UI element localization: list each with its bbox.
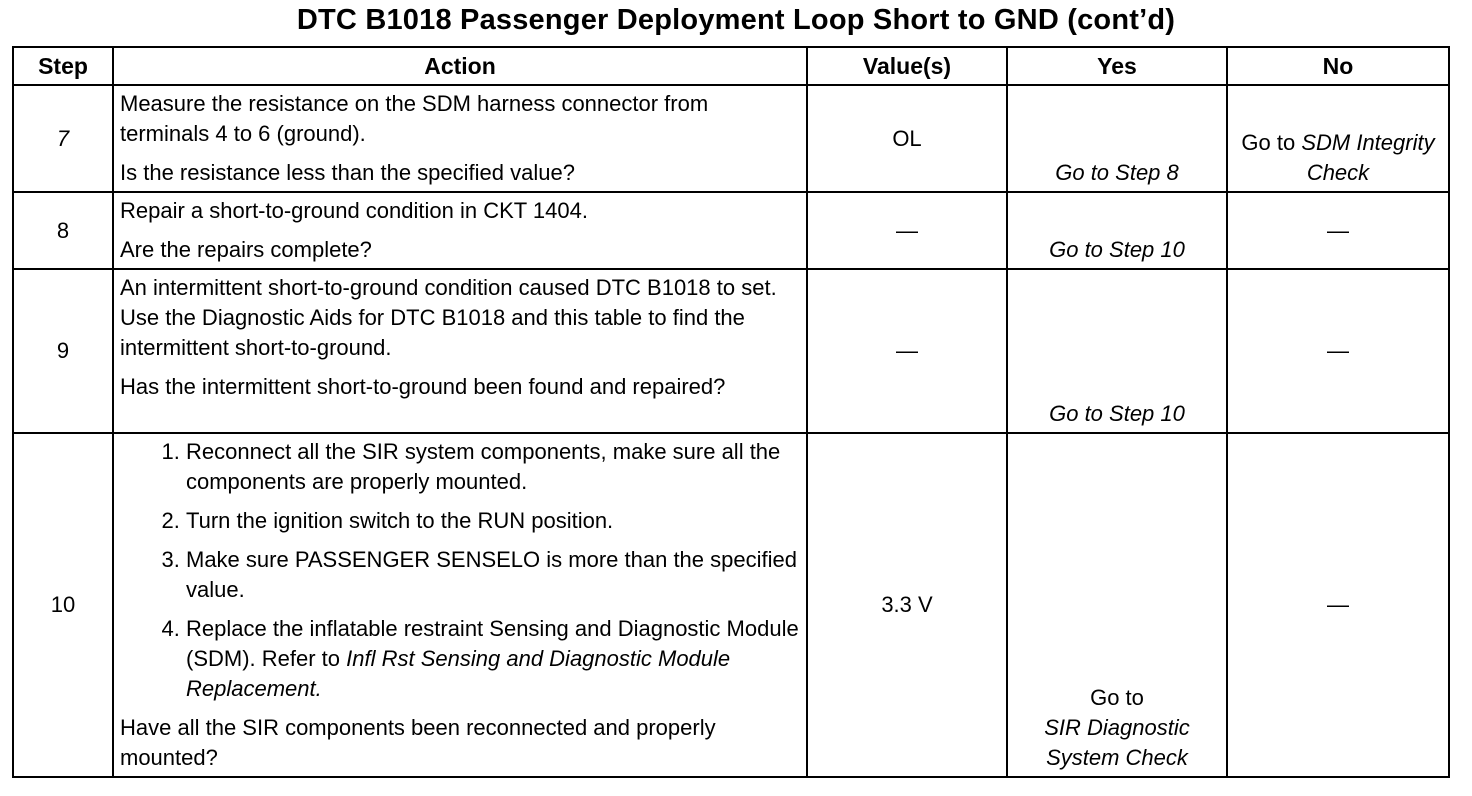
value-cell — [807, 192, 1007, 269]
sdm-integrity-check-link[interactable]: SDM Integrity Check — [1301, 130, 1435, 185]
table-header-row — [13, 47, 1449, 85]
value-cell — [807, 269, 1007, 433]
procedure-item: 1. Reconnect all the SIR system components, make sure all the components are properly mounted. — [186, 437, 800, 497]
header-no: No — [1227, 47, 1449, 85]
no-cell — [1227, 433, 1449, 777]
sdm-replacement-link[interactable]: Infl Rst Sensing and Diagnostic Module Replacement. — [186, 646, 731, 701]
action-question: Has the intermittent short-to-ground been found and repaired? — [120, 374, 726, 399]
procedure-item: 3. Make sure PASSENGER SENSELO is more than the specified value. — [186, 545, 800, 605]
action-cell — [113, 433, 807, 777]
diagnostic-table — [12, 46, 1450, 778]
action-text: Measure the resistance on the SDM harness connector from terminals 4 to 6 (ground). — [120, 91, 709, 146]
step-number: 8 — [13, 192, 113, 269]
yes-link-step-10[interactable]: Go to Step 10 — [1007, 269, 1227, 433]
procedure-item-text: Replace the inflatable restraint Sensing and Diagnostic Module (SDM). Refer to — [186, 616, 799, 671]
step-number: 7 — [13, 85, 113, 192]
value-cell: OL — [807, 85, 1007, 192]
header-values: Value(s) — [807, 47, 1007, 85]
yes-link-step-8[interactable]: Go to Step 8 — [1007, 85, 1227, 192]
table-row — [13, 433, 1449, 777]
procedure-list — [120, 437, 800, 704]
page-title: DTC B1018 Passenger Deployment Loop Short to GND (cont’d) — [296, 4, 1176, 36]
action-question: Is the resistance less than the specified value? — [120, 160, 575, 185]
sir-diagnostic-system-check-link[interactable]: SIR Diagnostic System Check — [1044, 715, 1190, 770]
action-cell — [113, 85, 807, 192]
action-text: Repair a short-to-ground condition in CKT 1404. — [120, 198, 588, 223]
yes-cell — [1007, 433, 1227, 777]
no-cell — [1227, 192, 1449, 269]
action-question: Are the repairs complete? — [120, 237, 372, 262]
yes-prefix: Go to — [1090, 685, 1144, 710]
table-row — [13, 85, 1449, 192]
step-number: 10 — [13, 433, 113, 777]
action-text: An intermittent short-to-ground condition caused DTC B1018 to set. Use the Diagnostic Aids for DTC B1018 and this table to find the intermittent short-to-ground. — [120, 275, 777, 360]
no-dash: — — [1327, 592, 1349, 617]
header-action: Action — [113, 47, 807, 85]
no-cell — [1227, 269, 1449, 433]
procedure-item — [186, 614, 800, 704]
value-dash: — — [896, 217, 918, 243]
header-yes: Yes — [1007, 47, 1227, 85]
no-cell — [1227, 85, 1449, 192]
no-prefix: Go to — [1241, 130, 1296, 155]
table-row — [13, 269, 1449, 433]
step-number: 9 — [13, 269, 113, 433]
action-cell — [113, 269, 807, 433]
no-dash: — — [1327, 217, 1349, 243]
header-step: Step — [13, 47, 113, 85]
table-row — [13, 192, 1449, 269]
procedure-item: 2. Turn the ignition switch to the RUN position. — [186, 506, 800, 536]
no-dash: — — [1327, 338, 1349, 363]
yes-link-step-10[interactable]: Go to Step 10 — [1007, 192, 1227, 269]
value-cell: 3.3 V — [807, 433, 1007, 777]
value-dash: — — [896, 338, 918, 363]
action-cell — [113, 192, 807, 269]
action-question: Have all the SIR components been reconnected and properly mounted? — [120, 715, 716, 770]
